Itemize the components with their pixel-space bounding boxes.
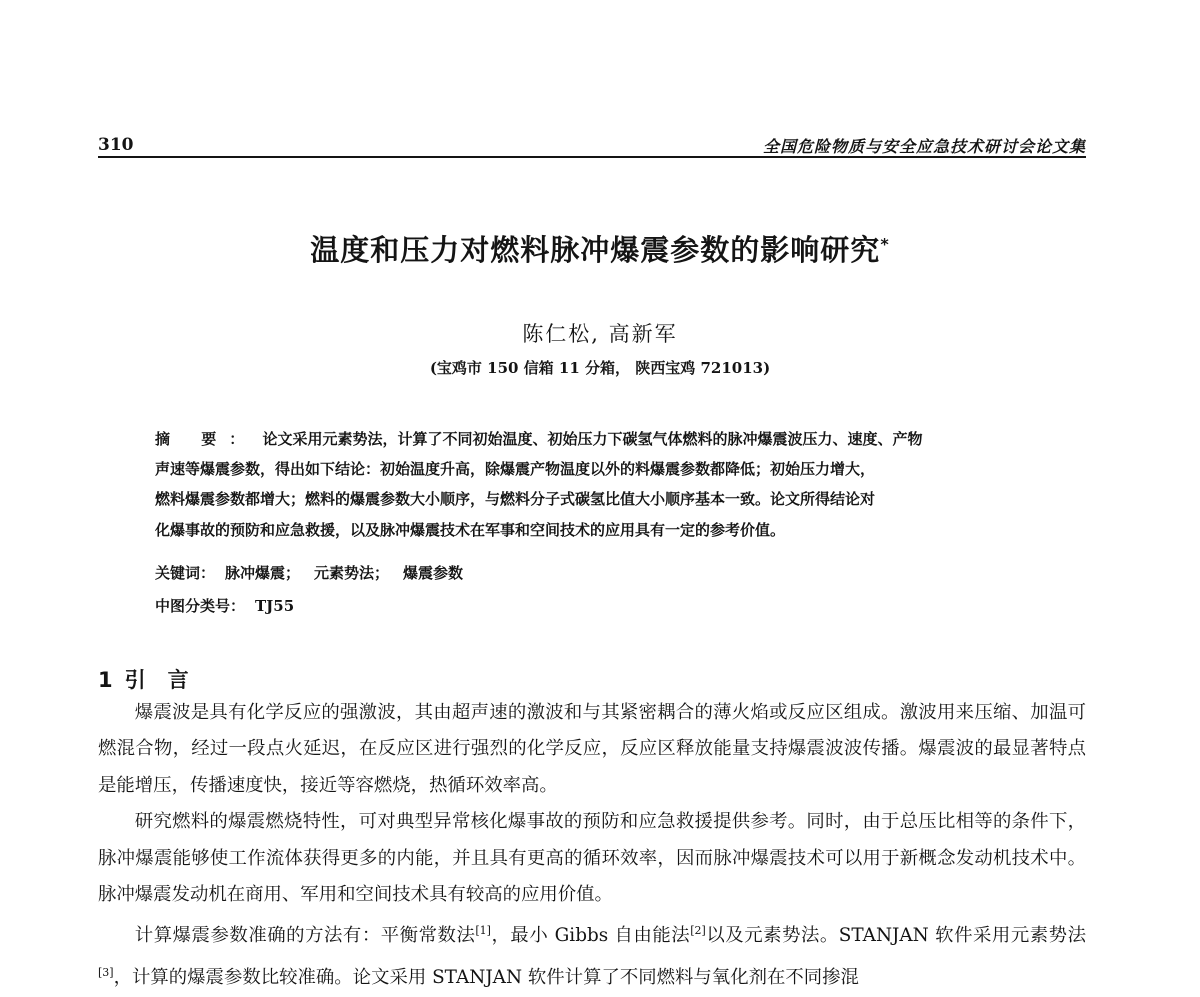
abstract-line: [155, 424, 1045, 454]
citation-ref[interactable]: [3]: [98, 965, 114, 979]
authors: 陈仁松, 高新军: [522, 322, 678, 346]
keywords-line: [155, 562, 477, 583]
body-text: [98, 695, 1086, 997]
abstract-line: 化爆事故的预防和应急救援，以及脉冲爆震技术在军事和空间技术的应用具有一定的参考价值。: [155, 520, 786, 539]
abstract: [155, 424, 1045, 545]
classification-code: TJ55: [255, 597, 295, 615]
paragraph-text: ，最小 Gibbs 自由能法: [490, 925, 691, 947]
title-footnote-mark: *: [880, 234, 890, 254]
keyword: 爆震参数: [403, 564, 464, 582]
affiliation: (宝鸡市 150 信箱 11 分箱， 陕西宝鸡 721013): [429, 359, 771, 377]
paragraph: 研究燃料的爆震燃烧特性，可对典型异常核化爆事故的预防和应急救援提供参考。同时，由于总压比相等的条件下，脉冲爆震能够使工作流体获得更多的内能，并且具有更高的循环效率，因而脉冲爆震技术可以用于新概念发动机技术中。脉冲爆震发动机在商用、军用和空间技术具有较高的应用价值。: [98, 811, 1086, 906]
paragraph: [98, 913, 1086, 996]
section-heading: [98, 664, 211, 694]
keywords-label: 关键词：: [155, 564, 216, 582]
abstract-line: 声速等爆震参数，得出如下结论：初始温度升高，除爆震产物温度以外的料爆震参数都降低；初始压力增大，: [155, 460, 876, 479]
citation-ref[interactable]: [2]: [690, 924, 706, 938]
abstract-line: 燃料爆震参数都增大；燃料的爆震参数大小顺序，与燃料分子式碳氢比值大小顺序基本一致。论文所得结论对: [155, 490, 876, 509]
classification-line: [155, 595, 294, 616]
abstract-label: 摘 要：: [155, 430, 258, 448]
keyword: 元素势法；: [314, 564, 390, 582]
classification-label: 中图分类号：: [155, 597, 246, 615]
paragraph-text: 计算爆震参数准确的方法有：平衡常数法: [134, 925, 476, 947]
paper-title: [0, 228, 1200, 269]
section-number: 1: [98, 668, 117, 692]
running-header: [98, 132, 1086, 154]
paragraph: 爆震波是具有化学反应的强激波，其由超声速的激波和与其紧密耦合的薄火焰或反应区组成。激波用来压缩、加温可燃混合物，经过一段点火延迟，在反应区进行强烈的化学反应，反应区释放能量支持爆震波波传播。爆震波的最显著特点是能增压，传播速度快，接近等容燃烧，热循环效率高。: [98, 702, 1086, 796]
section-title: 引言: [124, 668, 211, 692]
citation-ref[interactable]: [1]: [475, 924, 491, 938]
header-rule: [98, 156, 1086, 158]
running-title: 全国危险物质与安全应急技术研讨会论文集: [762, 137, 1086, 156]
abstract-line-text: 论文采用元素势法，计算了不同初始温度、初始压力下碳氢气体燃料的脉冲爆震波压力、速度、产物: [262, 430, 923, 448]
paper-title-text: 温度和压力对燃料脉冲爆震参数的影响研究: [310, 233, 881, 267]
paragraph-text: 以及元素势法。STANJAN 软件采用元素势法: [705, 925, 1086, 947]
keyword: 脉冲爆震；: [225, 564, 301, 582]
page-number: 310: [98, 135, 134, 155]
paragraph-text: ，计算的爆震参数比较准确。论文采用 STANJAN 软件计算了不同燃料与氧化剂在不同掺混: [113, 967, 859, 989]
